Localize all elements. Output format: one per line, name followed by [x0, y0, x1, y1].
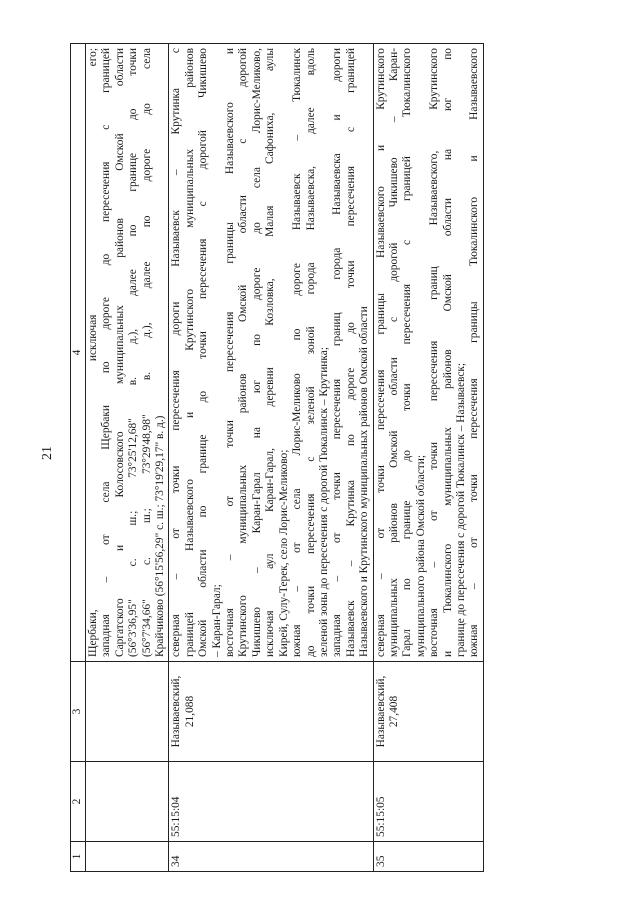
boundary-line: северная – от точки пересечения дороги Называевск – Крутинка с — [170, 48, 183, 657]
boundary-line: восточная – от точки пересечения границы Называевского и — [224, 48, 237, 657]
boundary-line: западная – от точки пересечения границ города Называевска и дороги — [331, 48, 344, 657]
boundary-line: Называевск – Крутинка по дороге до точки пересечения с границей — [344, 48, 357, 657]
cell-district — [169, 662, 373, 762]
cell-code: 55:15:05 — [373, 762, 483, 842]
district-area: 21,088 — [183, 695, 196, 728]
header-row — [71, 44, 86, 872]
boundary-line: южная – от точки пересечения границы Тюкалинского и Называевского — [468, 48, 481, 657]
boundary-line: восточная – от точки пересечения границ Называевского, Крутинского — [428, 48, 441, 657]
table-row-34 — [169, 44, 373, 872]
cell-boundaries — [169, 44, 373, 662]
cell-num — [86, 842, 169, 872]
boundary-line: северная – от точки пересечения границы Называевского и Крутинского — [374, 48, 387, 657]
cell-boundaries — [86, 44, 169, 662]
cell-district — [86, 662, 169, 762]
header-col-2: 2 — [71, 762, 86, 842]
district-area: 27,408 — [387, 695, 400, 728]
boundary-line: (56°3'36,95" с. ш.; 73°25'12,68" в. д.), далее по границе до точки — [127, 48, 140, 657]
boundary-line: муниципальных районов Омской области с дорогой Чикишево – Каран- — [387, 48, 400, 657]
boundary-line: южная – от села Лорис-Меликово по дороге Называевск – Тюкалинск — [291, 48, 304, 657]
boundary-line: Саргатского и Колосовского муниципальных районов Омской области — [113, 48, 126, 657]
page-number: 21 — [40, 446, 55, 460]
boundary-line: границей Называевского и Крутинского муниципальных районов — [183, 48, 196, 657]
zones-table — [70, 43, 484, 872]
boundary-line: Омской области по границе до точки пересечения с дорогой Чикишево — [197, 48, 210, 657]
rotated-table-container — [70, 44, 590, 872]
cell-code — [86, 762, 169, 842]
district-name: Называевский, — [170, 675, 183, 748]
boundary-line: Крутинского муниципальных районов Омской области с дорогой — [237, 48, 250, 657]
boundary-line: Крайчиково (56°15'56,29" с. ш.; 73°19'29,17" в. д.) — [154, 415, 167, 657]
boundary-line: и Тюкалинского муниципальных районов Омской области на юг по — [441, 48, 454, 657]
cell-num: 35 — [373, 842, 483, 872]
boundary-line: Называевского и Крутинского муниципальных районов Омской области — [358, 306, 371, 657]
boundary-line: Гарал по границе до точки пересечения с границей Тюкалинского — [401, 48, 414, 657]
header-col-4: 4 — [71, 44, 86, 662]
cell-boundaries — [373, 44, 483, 662]
header-col-1: 1 — [71, 842, 86, 872]
boundary-line: западная – от села Щербаки по дороге до пересечения с границей — [100, 48, 113, 657]
district-name: Называевский, — [374, 675, 387, 748]
cell-num: 34 — [169, 842, 373, 872]
boundary-line: (56°7'34,66" с. ш.; 73°29'48,98" в. д.), далее по дороге до села — [140, 48, 153, 657]
boundary-line: – Каран-Гарал; — [210, 584, 223, 657]
boundary-line: до точки пересечения с зеленой зоной города Называевска, далее вдоль — [304, 48, 317, 657]
boundary-line: зеленой зоны до пересечения с дорогой Тюкалинск – Крутинка; — [317, 347, 330, 657]
table-row-continuation — [86, 44, 169, 872]
boundary-line: исключая аул Каран-Гарал, деревни Козловка, Малая Сафониха, аулы — [264, 48, 277, 657]
table-row-35 — [373, 44, 483, 872]
boundary-line: Чикишево – Каран-Гарал на юг по дороге до села Лорис-Меликово, — [250, 48, 263, 657]
header-col-3: 3 — [71, 662, 86, 762]
boundary-line: Щербаки, исключая его; — [87, 48, 99, 657]
cell-district — [373, 662, 483, 762]
cell-code: 55:15:04 — [169, 762, 373, 842]
boundary-line: Кирей, Сулу-Терек, село Лорис-Меликово; — [277, 449, 290, 657]
boundary-line: муниципального района Омской области; — [414, 454, 427, 657]
boundary-line: границе до пересечения с дорогой Тюкалинск – Называевск; — [454, 362, 467, 657]
